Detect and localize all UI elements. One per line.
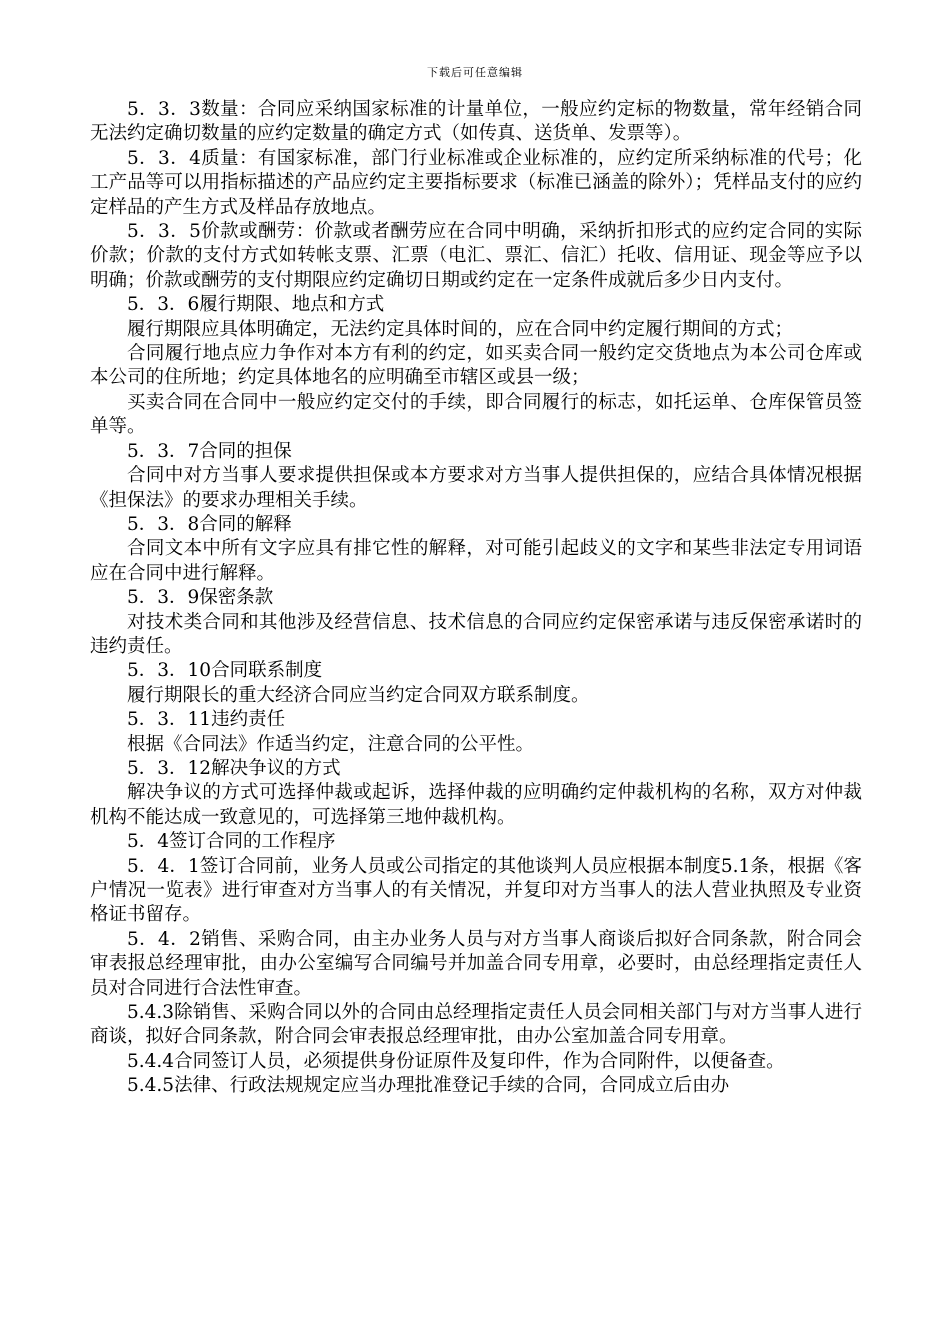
section-heading: 5．3．10合同联系制度 (127, 660, 323, 682)
paragraph: 合同文本中所有文字应具有排它性的解释，对可能引起歧义的文字和某些非法定专用词语应在合同中进行解释。 (90, 538, 862, 584)
paragraph: 5．4．2销售、采购合同，由主办业务人员与对方当事人商谈后拟好合同条款，附合同会审表报总经理审批，由办公室编写合同编号并加盖合同专用章，必要时，由总经理指定责任人员对合同进行合法性审查。 (90, 928, 862, 999)
paragraph: 5．3．3数量：合同应采纳国家标准的计量单位，一般应约定标的物数量，常年经销合同无法约定确切数量的应约定数量的确定方式（如传真、送货单、发票等）。 (90, 99, 862, 145)
section-heading: 5．3．9保密条款 (127, 587, 274, 609)
paragraph: 合同中对方当事人要求提供担保或本方要求对方当事人提供担保的，应结合具体情况根据《担保法》的要求办理相关手续。 (90, 465, 862, 511)
paragraph: 根据《合同法》作适当约定，注意合同的公平性。 (127, 733, 535, 755)
paragraph: 合同履行地点应力争作对本方有利的约定，如买卖合同一般约定交货地点为本公司仓库或本公司的住所地；约定具体地名的应明确至市辖区或县一级； (90, 343, 862, 389)
paragraph: 解决争议的方式可选择仲裁或起诉，选择仲裁的应明确约定仲裁机构的名称，双方对仲裁机构不能达成一致意见的，可选择第三地仲裁机构。 (90, 782, 862, 828)
paragraph: 对技术类合同和其他涉及经营信息、技术信息的合同应约定保密承诺与违反保密承诺时的违约责任。 (90, 611, 862, 657)
document-body (90, 98, 862, 1099)
section-heading: 5．3．6履行期限、地点和方式 (127, 294, 385, 316)
page-header: 下载后可任意编辑 (427, 66, 523, 79)
section-heading: 5．3．8合同的解释 (127, 513, 292, 535)
paragraph: 5．4．1签订合同前，业务人员或公司指定的其他谈判人员应根据本制度5.1条，根据《客户情况一览表》进行审查对方当事人的有关情况，并复印对方当事人的法人营业执照及专业资格证书留存。 (90, 855, 862, 926)
paragraph: 5．3．5价款或酬劳：价款或者酬劳应在合同中明确，采纳折扣形式的应约定合同的实际价款；价款的支付方式如转帐支票、汇票（电汇、票汇、信汇）托收、信用证、现金等应予以明确；价款或酬劳的支付期限应约定确切日期或约定在一定条件成就后多少日内支付。 (90, 221, 862, 291)
paragraph: 买卖合同在合同中一般应约定交付的手续，即合同履行的标志，如托运单、仓库保管员签单等。 (90, 391, 862, 438)
section-heading: 5．3．12解决争议的方式 (127, 757, 341, 779)
paragraph: 5.4.5法律、行政法规规定应当办理批准登记手续的合同，合同成立后由办 (127, 1075, 730, 1097)
paragraph: 5.4.4合同签订人员，必须提供身份证原件及复印件，作为合同附件，以便备查。 (127, 1050, 785, 1072)
section-heading: 5．3．7合同的担保 (127, 440, 292, 462)
paragraph: 履行期限应具体明确定，无法约定具体时间的，应在合同中约定履行期间的方式； (127, 318, 794, 340)
paragraph: 履行期限长的重大经济合同应当约定合同双方联系制度。 (127, 684, 590, 706)
paragraph: 5．3．4质量：有国家标准，部门行业标准或企业标准的，应约定所采纳标准的代号；化工产品等可以用指标描述的产品应约定主要指标要求（标准已涵盖的除外）；凭样品支付的应约定样品的产生方式及样品存放地点。 (90, 147, 862, 218)
paragraph: 5.4.3除销售、采购合同以外的合同由总经理指定责任人员会同相关部门与对方当事人进行商谈，拟好合同条款，附合同会审表报总经理审批，由办公室加盖合同专用章。 (90, 1002, 862, 1048)
section-heading: 5．4签订合同的工作程序 (127, 831, 336, 853)
section-heading: 5．3．11违约责任 (127, 709, 286, 731)
